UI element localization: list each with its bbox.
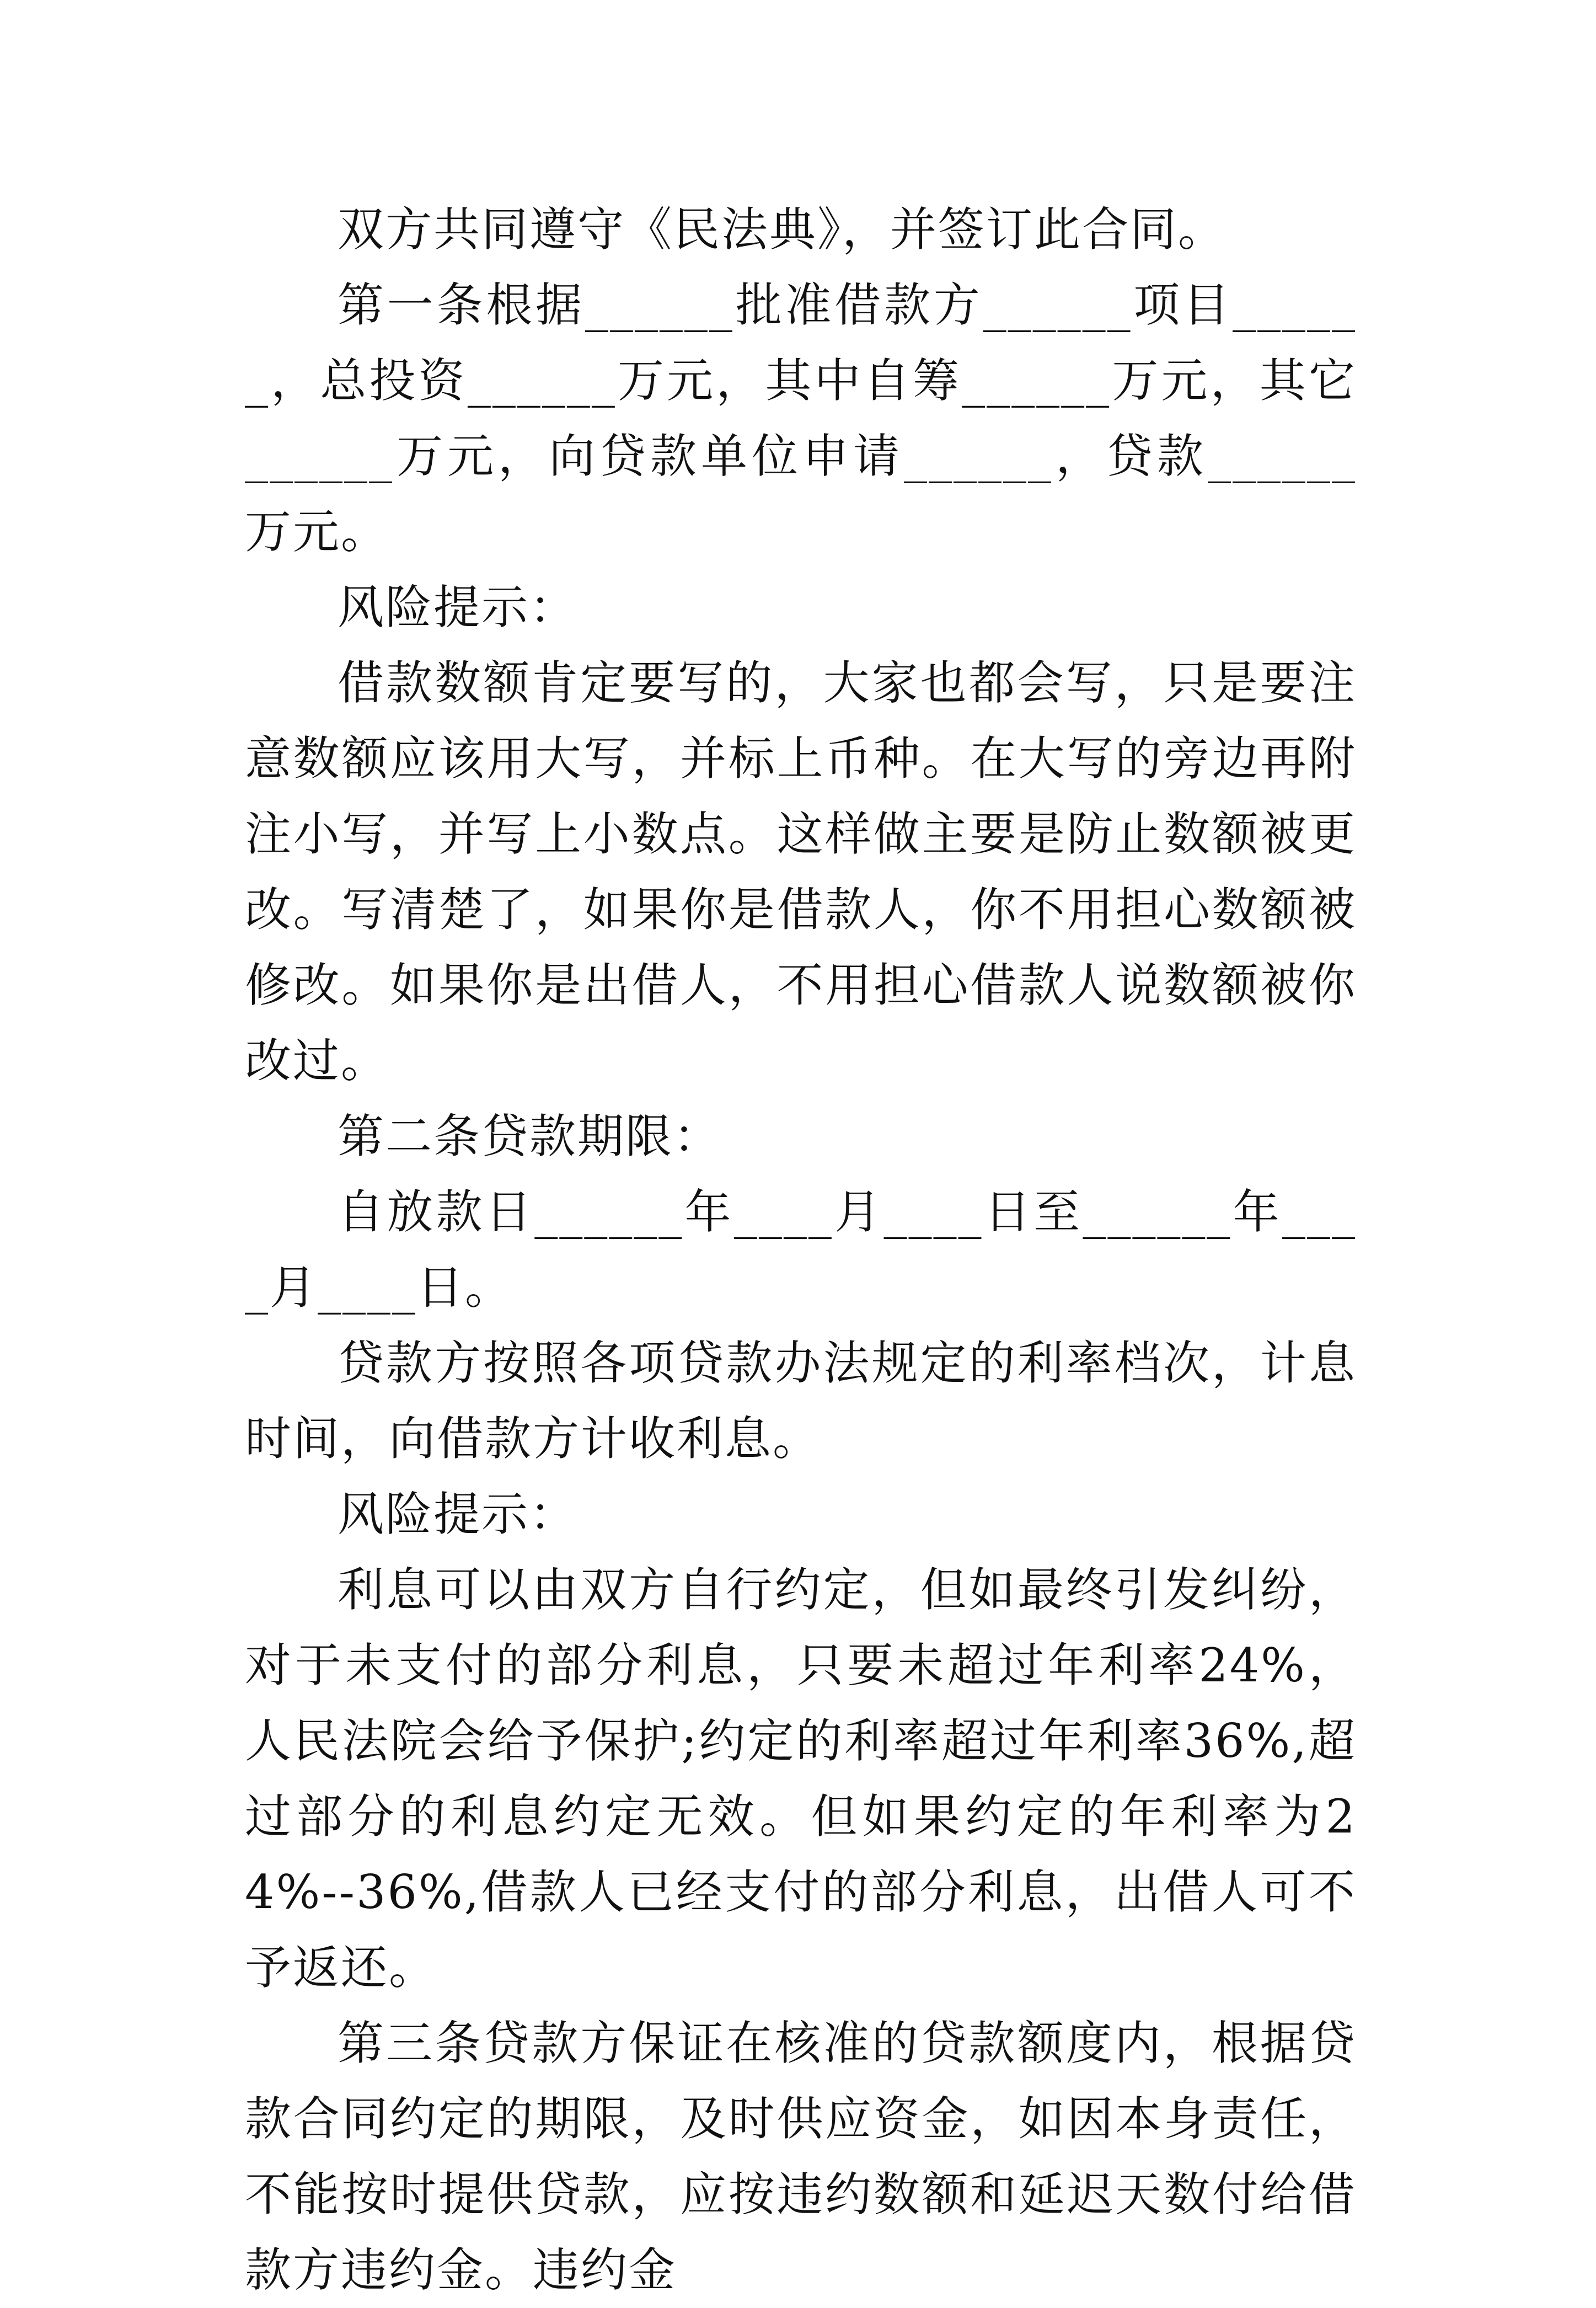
paragraph-article-2: 第二条贷款期限： bbox=[338, 1109, 722, 1163]
document-body bbox=[245, 192, 1357, 2308]
paragraph-interest: 贷款方按照各项贷款办法规定的利率档次，计息时间，向借款方计收利息。 bbox=[245, 1336, 1357, 1466]
paragraph-risk-heading-2: 风险提示： bbox=[338, 1487, 578, 1541]
paragraph-article-1: 第一条根据______批准借款方______项目______，总投资______万元，其中自筹______万元，其它______万元，向贷款单位申请______，贷款______万元。 bbox=[245, 278, 1357, 559]
paragraph-intro: 双方共同遵守《民法典》，并签订此合同。 bbox=[338, 202, 1227, 257]
paragraph-risk-text-1: 借款数额肯定要写的，大家也都会写，只是要注意数额应该用大写，并标上币种。在大写的旁边再附注小写，并写上小数点。这样做主要是防止数额被更改。写清楚了，如果你是借款人，你不用担心数额被修改。如果你是出借人，不用担心借款人说数额被你改过。 bbox=[245, 656, 1357, 1088]
paragraph-risk-text-2: 利息可以由双方自行约定，但如最终引发纠纷，对于未支付的部分利息，只要未超过年利率24%，人民法院会给予保护;约定的利率超过年利率36%,超过部分的利息约定无效。但如果约定的年利率为24%--36%,借款人已经支付的部分利息，出借人可不予返还。 bbox=[245, 1563, 1357, 1995]
paragraph-risk-heading-1: 风险提示： bbox=[338, 580, 578, 634]
paragraph-loan-period: 自放款日______年____月____日至______年____月____日。 bbox=[245, 1185, 1357, 1315]
paragraph-article-3: 第三条贷款方保证在核准的贷款额度内，根据贷款合同约定的期限，及时供应资金，如因本身责任，不能按时提供贷款，应按违约数额和延迟天数付给借款方违约金。违约金 bbox=[245, 2016, 1357, 2297]
